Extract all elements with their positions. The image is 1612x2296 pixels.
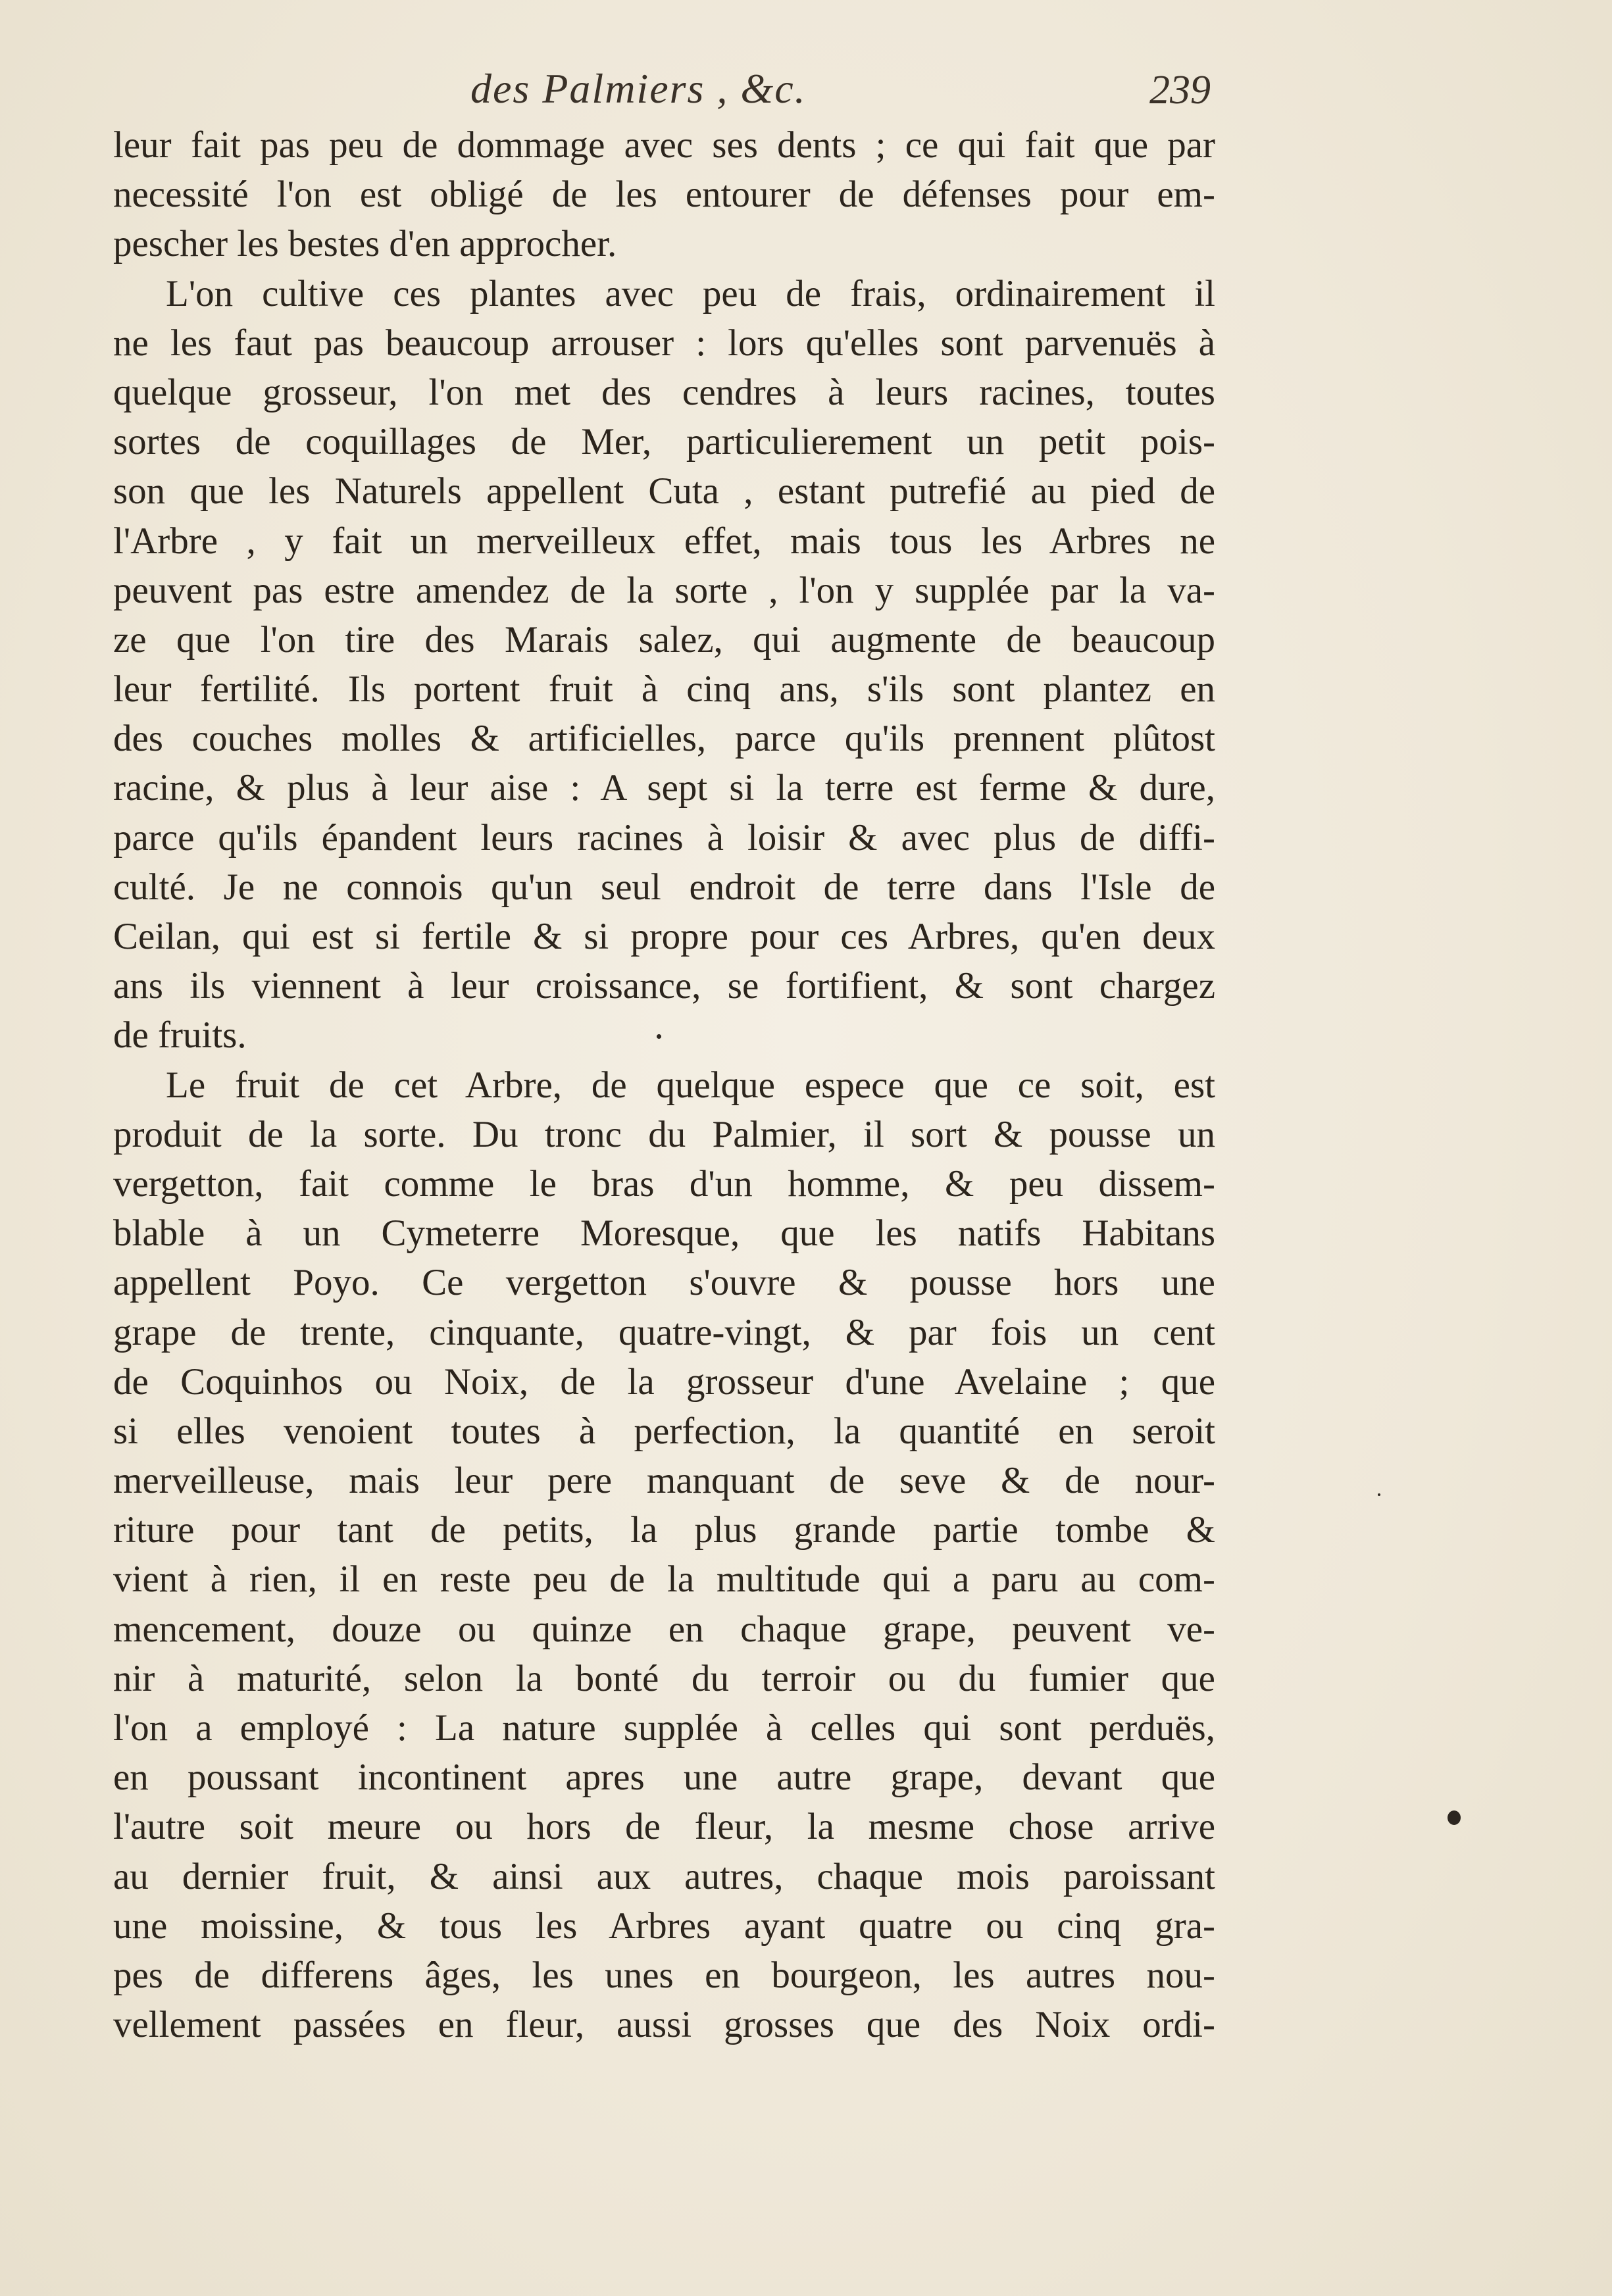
text-line: appellent Poyo. Ce vergetton s'ouvre & pousse hors une bbox=[113, 1262, 1215, 1304]
text-line: de fruits. bbox=[113, 1014, 247, 1057]
text-line: Ceilan, qui est si fertile & si propre pour ces Arbres, qu'en deux bbox=[113, 916, 1215, 957]
text-line: une moissine, & tous les Arbres ayant quatre ou cinq gra- bbox=[113, 1905, 1215, 1947]
text-line: vergetton, fait comme le bras d'un homme, & peu dissem- bbox=[113, 1162, 1215, 1205]
text-line: nir à maturité, selon la bonté du terroir ou du fumier que bbox=[113, 1657, 1215, 1699]
text-line: de Coquinhos ou Noix, de la grosseur d'une Avelaine ; que bbox=[113, 1360, 1215, 1403]
page-header bbox=[115, 64, 1217, 124]
text-line: l'on a employé : La nature supplée à celles qui sont perduës, bbox=[113, 1707, 1215, 1749]
text-line: riture pour tant de petits, la plus grande partie tombe & bbox=[113, 1509, 1215, 1551]
text-line: en poussant incontinent apres une autre grape, devant que bbox=[113, 1757, 1215, 1799]
text-line: culté. Je ne connois qu'un seul endroit de terre dans l'Isle de bbox=[113, 866, 1215, 908]
text-line: pescher les bestes d'en approcher. bbox=[113, 223, 617, 265]
text-line: parce qu'ils épandent leurs racines à loisir & avec plus de diffi- bbox=[113, 816, 1215, 859]
text-line: pes de differens âges, les unes en bourgeon, les autres nou- bbox=[113, 1954, 1215, 1996]
text-line: racine, & plus à leur aise : A sept si la terre est ferme & dure, bbox=[113, 767, 1215, 809]
text-line: blable à un Cymeterre Moresque, que les natifs Habitans bbox=[113, 1212, 1215, 1255]
ink-speck bbox=[1378, 1493, 1380, 1496]
text-line: son que les Naturels appellent Cuta , estant putrefié au pied de bbox=[113, 470, 1215, 512]
paragraph-first-line: Le fruit de cet Arbre, de quelque espece que ce soit, est bbox=[166, 1064, 1215, 1106]
text-line: grape de trente, cinquante, quatre-vingt, & par fois un cent bbox=[113, 1311, 1215, 1353]
text-line: si elles venoient toutes à perfection, la quantité en seroit bbox=[113, 1410, 1215, 1452]
text-line: leur fait pas peu de dommage avec ses dents ; ce qui fait que par bbox=[113, 124, 1215, 166]
text-line: au dernier fruit, & ainsi aux autres, chaque mois paroissant bbox=[113, 1855, 1215, 1897]
text-line: vient à rien, il en reste peu de la multitude qui a paru au com- bbox=[113, 1559, 1215, 1601]
text-line: ze que l'on tire des Marais salez, qui augmente de beaucoup bbox=[113, 618, 1215, 661]
text-line: necessité l'on est obligé de les entourer de défenses pour em- bbox=[113, 174, 1215, 216]
text-line: l'autre soit meure ou hors de fleur, la mesme chose arrive bbox=[113, 1806, 1215, 1848]
text-line: produit de la sorte. Du tronc du Palmier, il sort & pousse un bbox=[113, 1113, 1215, 1155]
paragraph-first-line: L'on cultive ces plantes avec peu de frais, ordinairement il bbox=[166, 272, 1215, 314]
text-line: sortes de coquillages de Mer, particulierement un petit pois- bbox=[113, 421, 1215, 463]
ink-speck bbox=[1448, 1810, 1461, 1825]
text-line: vellement passées en fleur, aussi grosses que des Noix ordi- bbox=[113, 2004, 1215, 2046]
ink-speck bbox=[657, 1034, 661, 1039]
text-line: mencement, douze ou quinze en chaque grape, peuvent ve- bbox=[113, 1608, 1215, 1650]
text-line: merveilleuse, mais leur pere manquant de seve & de nour- bbox=[113, 1460, 1215, 1502]
body-text bbox=[113, 120, 1215, 2049]
text-line: ne les faut pas beaucoup arrouser : lors qu'elles sont parvenuës à bbox=[113, 322, 1215, 364]
text-line: peuvent pas estre amendez de la sorte , l'on y supplée par la va- bbox=[113, 569, 1215, 611]
text-line: leur fertilité. Ils portent fruit à cinq ans, s'ils sont plantez en bbox=[113, 668, 1215, 711]
text-line: quelque grosseur, l'on met des cendres à leurs racines, toutes bbox=[113, 371, 1215, 413]
text-line: des couches molles & artificielles, parce qu'ils prennent plûtost bbox=[113, 718, 1215, 760]
text-line: l'Arbre , y fait un merveilleux effet, mais tous les Arbres ne bbox=[113, 520, 1215, 562]
page-number: 239 bbox=[1149, 68, 1211, 112]
running-title: des Palmiers , &c. bbox=[470, 65, 807, 112]
text-line: ans ils viennent à leur croissance, se fortifient, & sont chargez bbox=[113, 965, 1215, 1007]
